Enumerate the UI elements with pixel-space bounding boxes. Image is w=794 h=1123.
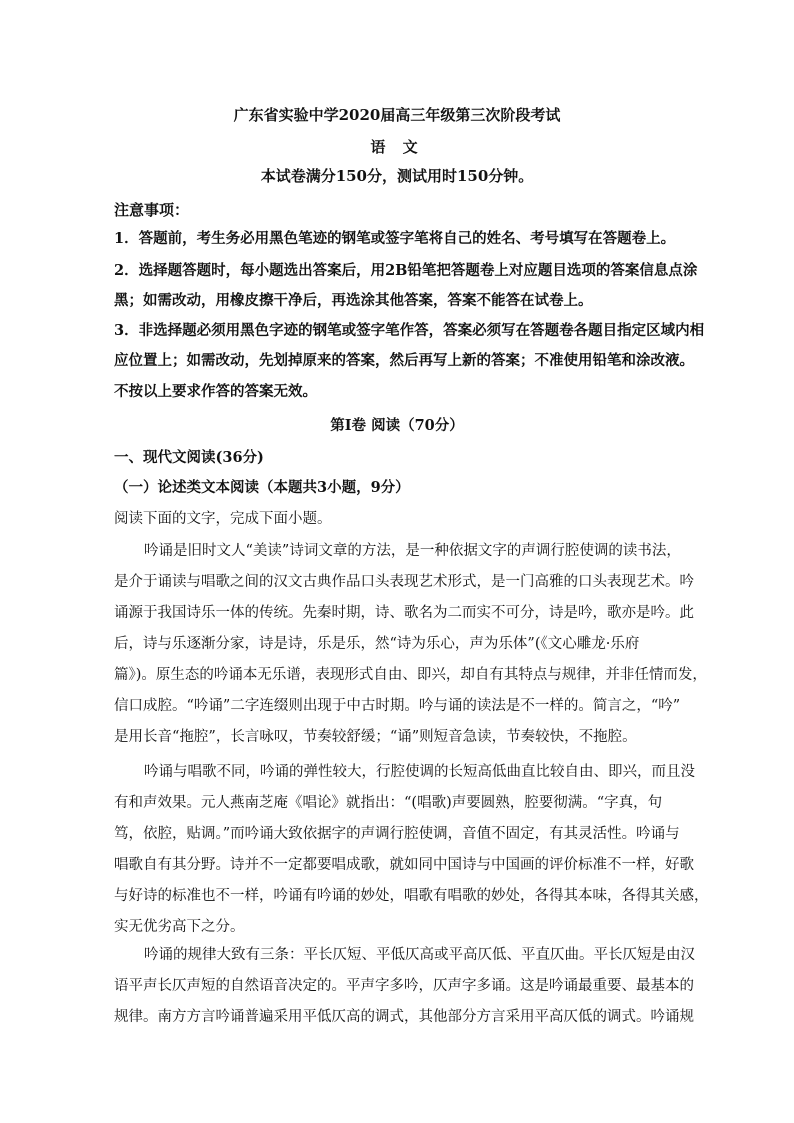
subpart-heading: （一）论述类文本阅读（本题共3小题，9分） (114, 479, 410, 496)
reading-instruction: 阅读下面的文字，完成下面小题。 (114, 511, 332, 527)
paragraph-line: 是介于诵读与唱歌之间的汉文古典作品口头表现艺术形式，是一门高雅的口头表现艺术。吟 (114, 574, 694, 590)
notice-line: 2．选择题答题时，每小题选出答案后，用2B铅笔把答题卷上对应题目选项的答案信息点涂 (114, 262, 698, 279)
paragraph-line: 实无优劣高下之分。 (114, 919, 245, 935)
paragraph-line: 诵源于我国诗乐一体的传统。先秦时期，诗、歌名为二而实不可分，诗是吟，歌亦是吟。此 (114, 605, 694, 621)
paragraph-line: 吟诵与唱歌不同，吟诵的弹性较大，行腔使调的长短高低曲直比较自由、即兴，而且没 (144, 764, 695, 780)
notice-line: 黑；如需改动，用橡皮擦干净后，再选涂其他答案，答案不能答在试卷上。 (114, 292, 593, 309)
paragraph-line: 与好诗的标准也不一样，吟诵有吟诵的妙处，唱歌有唱歌的妙处，各得其本味，各得其关感， (114, 888, 709, 904)
paragraph-line: 唱歌自有其分野。诗并不一定都要唱成歌，就如同中国诗与中国画的评价标准不一样，好歌 (114, 857, 694, 873)
notice-line: 应位置上；如需改动，先划掉原来的答案，然后再写上新的答案；不准使用铅笔和涂改液。 (114, 352, 694, 369)
paragraph-line: 吟诵的规律大致有三条：平长仄短、平低仄高或平高仄低、平直仄曲。平长仄短是由汉 (144, 947, 695, 963)
paragraph-line: 吟诵是旧时文人“美读”诗词文章的方法，是一种依据文字的声调行腔使调的读书法， (144, 543, 681, 559)
notice-heading: 注意事项： (114, 201, 190, 219)
paragraph-line: 是用长音“拖腔”，长言咏叹，节奏较舒缓；“诵”则短音急读，节奏较快，不拖腔。 (114, 729, 637, 745)
paragraph-line: 后，诗与乐逐渐分家，诗是诗，乐是乐，然“诗为乐心，声为乐体”(《文心雕龙·乐府 (114, 636, 640, 652)
paragraph-line: 有和声效果。元人燕南芝庵《唱论》就指出：“(唱歌)声要圆熟，腔要彻满。“字真，句 (114, 795, 663, 811)
part-heading: 一、现代文阅读(36分) (114, 449, 264, 466)
notice-line: 不按以上要求作答的答案无效。 (114, 383, 317, 400)
paragraph-line: 信口成腔。“吟诵”二字连缀则出现于中古时期。吟与诵的读法是不一样的。简言之，“吟” (114, 698, 681, 714)
paragraph-line: 语平声长仄声短的自然语音决定的。平声字多吟，仄声字多诵。这是吟诵最重要、最基本的 (114, 978, 694, 994)
exam-meta: 本试卷满分150分，测试用时150分钟。 (260, 167, 534, 185)
paragraph-line: 篇》)。原生态的吟诵本无乐谱，表现形式自由、即兴，却自有其特点与规律，并非任情而发， (114, 667, 707, 683)
notice-line: 1．答题前，考生务必用黑色笔迹的钢笔或签字笔将自己的姓名、考号填写在答题卷上。 (114, 230, 676, 247)
subject-title: 语 文 (370, 138, 424, 156)
notice-line: 3．非选择题必须用黑色字迹的钢笔或签字笔作答，答案必须写在答题卷各题目指定区域内相 (114, 322, 705, 339)
article-paragraph (114, 536, 707, 753)
paragraph-line: 规律。南方方言吟诵普遍采用平低仄高的调式，其他部分方言采用平高仄低的调式。吟诵规 (114, 1009, 694, 1025)
section-heading: 第Ⅰ卷 阅读（70分） (330, 417, 464, 434)
article-paragraph (114, 940, 695, 1033)
paragraph-line: 笃，依腔，贴调。”而吟诵大致依据字的声调行腔使调，音值不固定，有其灵活性。吟诵与 (114, 826, 680, 842)
exam-title: 广东省实验中学2020届高三年级第三次阶段考试 (233, 106, 561, 124)
article-paragraph (114, 757, 709, 943)
